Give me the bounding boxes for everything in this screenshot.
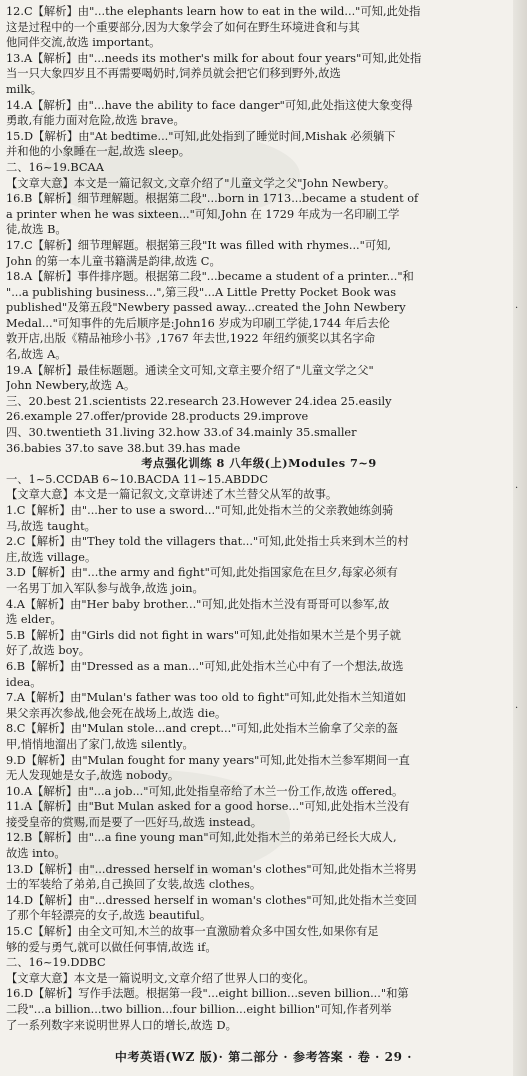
answer-line: 7.A【解析】由"Mulan's father was too old to fight"可知,此处指木兰知道如 — [6, 691, 407, 705]
answer-line: 11.A【解析】由"But Mulan asked for a good horse..."可知,此处指木兰没有 — [6, 800, 410, 814]
answer-line: 5.B【解析】由"Girls did not fight in wars"可知,此处指如果木兰是个男子就 — [6, 628, 401, 642]
answer-line: 16.D【解析】写作手法题。根据第一段"...eight billion...seven billion..."和第 — [6, 987, 409, 1001]
answer-text-column — [6, 4, 512, 1033]
answer-line: 二、16~19.BCAA — [6, 160, 104, 174]
answer-line: 13.A【解析】由"...needs its mother's milk for about four years"可知,此处指 — [6, 51, 422, 65]
answer-line: 好了,故选 boy。 — [6, 644, 91, 658]
answer-line: 14.D【解析】由"...dressed herself in woman's clothes"可知,此处指木兰变回 — [6, 893, 417, 907]
answer-line: 一名男丁加入军队参与战争,故选 join。 — [6, 581, 204, 595]
answer-line: 2.C【解析】由"They told the villagers that..."可知,此处指士兵来到木兰的村 — [6, 535, 409, 549]
section-heading: 考点强化训练 8 八年级(上)Modules 7~9 — [141, 456, 377, 471]
answer-line: 10.A【解析】由"...a job..."可知,此处指皇帝给了木兰一份工作,故选 offered。 — [6, 784, 404, 798]
answer-line: 19.A【解析】最佳标题题。通读全文可知,文章主要介绍了"儿童文学之父" — [6, 363, 374, 377]
answer-line: 18.A【解析】事件排序题。根据第二段"...became a student of a printer..."和 — [6, 270, 414, 284]
answer-line: 12.B【解析】由"...a fine young man"可知,此处指木兰的弟弟已经长大成人, — [6, 831, 397, 845]
answer-line: 徒,故选 B。 — [6, 223, 67, 237]
answer-line: 二、16~19.DDBC — [6, 956, 106, 970]
answer-line: 【文章大意】本文是一篇记叙文,文章讲述了木兰替父从军的故事。 — [6, 488, 338, 502]
answer-line: 了那个年轻漂亮的女子,故选 beautiful。 — [6, 909, 212, 923]
answer-line: 他同伴交流,故选 important。 — [6, 36, 161, 50]
answer-line: 17.C【解析】细节理解题。根据第三段"It was filled with rhymes..."可知, — [6, 238, 392, 252]
answer-line: 了一系列数字来说明世界人口的增长,故选 D。 — [6, 1018, 237, 1032]
edge-fragment: . — [515, 700, 519, 711]
answer-line: 接受皇帝的赏赐,而是要了一匹好马,故选 instead。 — [6, 815, 262, 829]
answer-line: idea。 — [6, 675, 42, 689]
answer-line: 当一只大象四岁且不再需要喝奶时,饲养员就会把它们移到野外,故选 — [6, 67, 341, 81]
edge-fragment: . — [515, 300, 519, 311]
answer-line: 3.D【解析】由"...the army and fight"可知,此处指国家危在旦夕,每家必须有 — [6, 566, 398, 580]
answer-line: 6.B【解析】由"Dressed as a man..."可知,此处指木兰心中有了一个想法,故选 — [6, 659, 404, 673]
answer-line: John 的第一本儿童书籍满是韵律,故选 C。 — [6, 254, 221, 268]
answer-line: 15.C【解析】由全文可知,木兰的故事一直激励着众多中国女性,如果你有足 — [6, 925, 379, 939]
answer-line: milk。 — [6, 82, 43, 96]
answer-line: 庄,故选 village。 — [6, 550, 97, 564]
answer-line: 9.D【解析】由"Mulan fought for many years"可知,此处指木兰参军期间一直 — [6, 753, 410, 767]
answer-line: 14.A【解析】由"...have the ability to face danger"可知,此处指这使大象变得 — [6, 98, 413, 112]
answer-line: a printer when he was sixteen..."可知,John 在 1729 年成为一名印刷工学 — [6, 207, 400, 221]
answer-line: 三、20.best 21.scientists 22.research 23.However 24.idea 25.easily — [6, 394, 392, 408]
answer-line: 这是过程中的一个重要部分,因为大象学会了如何在野生环境进食和与其 — [6, 20, 360, 34]
page-footer: 中考英语(WZ 版)· 第二部分 · 参考答案 · 卷 · 29 · — [114, 1050, 413, 1064]
answer-line: 敦开店,出版《精品袖珍小书》,1767 年去世,1922 年纽约颁奖以其名字命 — [6, 332, 376, 346]
answer-line: Medal..."可知事件的先后顺序是:John16 岁成为印刷工学徒,1744 年后去伦 — [6, 316, 390, 330]
answer-line: 四、30.twentieth 31.living 32.how 33.of 34.mainly 35.smaller — [6, 426, 357, 440]
answer-line: 一、1~5.CCDAB 6~10.BACDA 11~15.ABDDC — [6, 472, 268, 486]
answer-line: published"及第五段"Newbery passed away...created the John Newbery — [6, 301, 406, 315]
answer-line: 名,故选 A。 — [6, 348, 67, 362]
answer-line: 12.C【解析】由"...the elephants learn how to eat in the wild..."可知,此处指 — [6, 5, 421, 18]
answer-line: 【文章大意】本文是一篇说明文,文章介绍了世界人口的变化。 — [6, 971, 315, 985]
answer-line: 二段"...a billion...two billion...four billion...eight billion"可知,作者列举 — [6, 1003, 392, 1016]
answer-line: 并和他的小象睡在一起,故选 sleep。 — [6, 145, 191, 159]
answer-line: 果父亲再次参战,他会死在战场上,故选 die。 — [6, 706, 227, 720]
answer-line: 勇敢,有能力面对危险,故选 brave。 — [6, 114, 185, 128]
answer-line: 26.example 27.offer/provide 28.products 29.improve — [6, 410, 309, 424]
answer-line: 4.A【解析】由"Her baby brother..."可知,此处指木兰没有哥哥可以参军,故 — [6, 597, 390, 611]
answer-line: 【文章大意】本文是一篇记叙文,文章介绍了"儿童文学之父"John Newbery。 — [6, 176, 396, 190]
answer-line: 甲,悄悄地溜出了家门,故选 silently。 — [6, 737, 194, 751]
answer-line: 13.D【解析】由"...dressed herself in woman's clothes"可知,此处指木兰将男 — [6, 862, 417, 876]
answer-line: 马,故选 taught。 — [6, 519, 96, 533]
answer-line: 士的军装给了弟弟,自己换回了女装,故选 clothes。 — [6, 878, 262, 892]
answer-line: 选 elder。 — [6, 613, 62, 627]
answer-line: "...a publishing business...",第三段"...A Little Pretty Pocket Book was — [6, 285, 396, 299]
edge-fragment: . — [515, 480, 519, 491]
answer-line: 够的爱与勇气,就可以做任何事情,故选 if。 — [6, 940, 217, 954]
answer-line: 36.babies 37.to save 38.but 39.has made — [6, 441, 241, 455]
answer-line: 15.D【解析】由"At bedtime..."可知,此处指到了睡觉时间,Mishak 必须躺下 — [6, 129, 396, 143]
answer-line: 1.C【解析】由"...her to use a sword..."可知,此处指木兰的父亲教她练剑骑 — [6, 504, 394, 517]
answer-line: 故选 into。 — [6, 847, 66, 861]
answer-line: John Newbery,故选 A。 — [6, 379, 136, 393]
adjacent-page-edge — [513, 0, 527, 1076]
answer-line: 16.B【解析】细节理解题。根据第二段"...born in 1713...became a student of — [6, 192, 419, 206]
answer-line: 8.C【解析】由"Mulan stole...and crept..."可知,此处指木兰偷拿了父亲的盔 — [6, 722, 399, 736]
answer-line: 无人发现她是女子,故选 nobody。 — [6, 769, 180, 783]
